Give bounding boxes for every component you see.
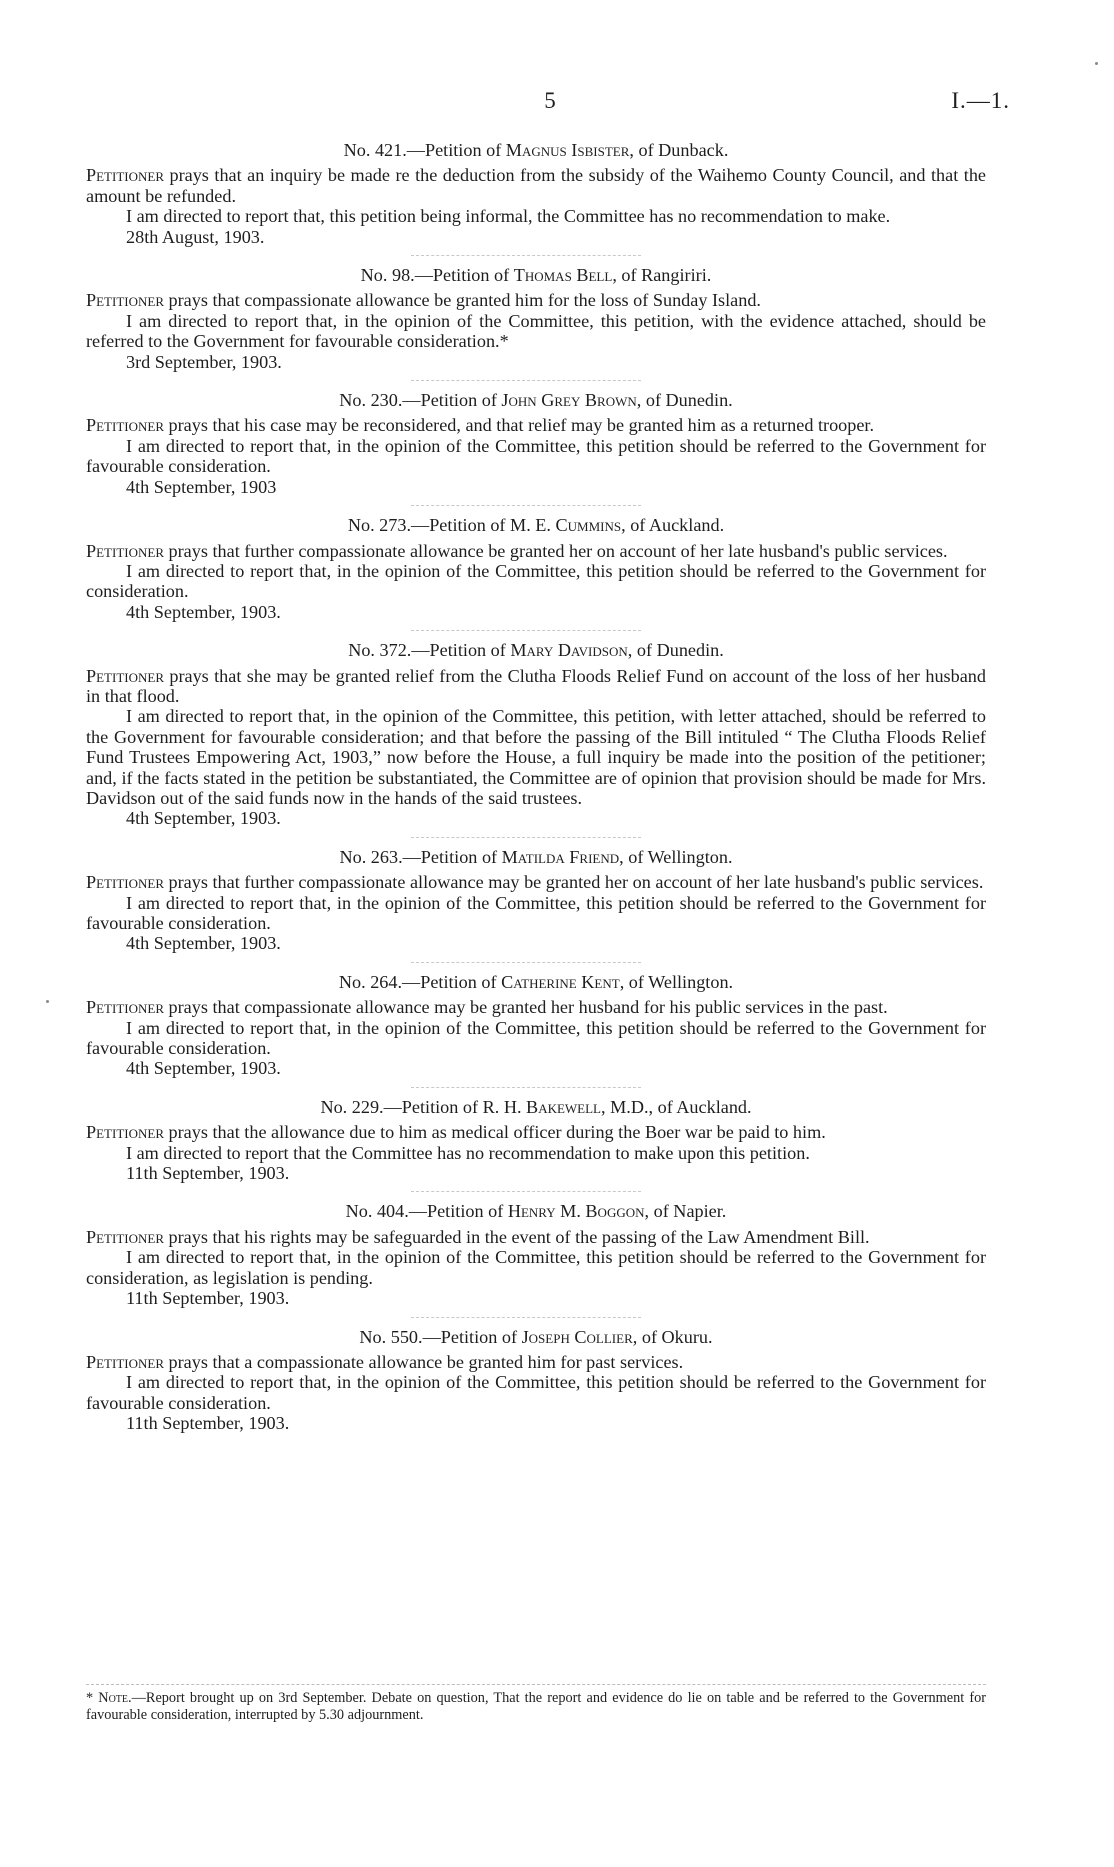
petitioner-name: Henry M. Boggon [507,1201,645,1222]
petition-prayer [86,290,986,310]
petition-heading [86,265,986,285]
petitioner-name: Magnus Isbister [505,140,630,160]
prayer-text: prays that an inquiry be made re the deduction from the subsidy of the Waihemo County Council, and that the amount be refunded. [86,165,986,206]
petition-heading [86,847,986,867]
prayer-text: prays that a compassionate allowance be granted him for past services. [163,1351,684,1372]
committee-report: I am directed to report that, in the opinion of the Committee, this petition should be referred to the Government for favourable consideration. [86,1372,986,1413]
heading-suffix: , of Okuru. [632,1326,713,1347]
petitioner-name: R. H. Bakewell [482,1096,602,1117]
section-separator [411,837,641,838]
petition-entry [86,265,986,381]
footnote-marker: * [86,1690,99,1706]
petition-entry [86,515,986,631]
petitioner-name: M. E. Cummins [510,515,622,536]
petition-prayer [86,1352,986,1372]
report-date: 4th September, 1903. [126,933,281,954]
report-date: 4th September, 1903. [126,808,281,829]
section-separator [411,962,641,963]
heading-suffix: , of Wellington. [619,971,734,992]
heading-suffix: , of Rangiriri. [612,265,712,286]
section-separator [411,380,641,381]
committee-report: I am directed to report that, in the opinion of the Committee, this petition should be referred to the Government for favourable consideration. [86,1017,986,1059]
prayer-text: prays that she may be granted relief from the Clutha Floods Relief Fund on account of the loss of her husband in that flood. [86,665,986,706]
section-separator [411,1317,641,1318]
footnote [86,1690,986,1724]
petitioner-name: Mary Davidson [510,640,628,661]
committee-report: I am directed to report that, in the opinion of the Committee, this petition, with the evidence attached, should be referred to the Government for favourable consideration.* [86,310,986,352]
petitioner-name: Matilda Friend [501,846,620,867]
petitioner-label: Petitioner [86,1226,164,1247]
petition-heading [86,515,986,535]
prayer-text: prays that the allowance due to him as medical officer during the Boer war be paid to him. [163,1122,826,1143]
petitioner-label: Petitioner [86,165,164,186]
report-date: 4th September, 1903. [126,1058,281,1079]
committee-report: I am directed to report that, in the opinion of the Committee, this petition should be referred to the Government for consideration. [86,560,986,602]
page-number: 5 [544,88,556,113]
petition-prayer [86,872,986,892]
footnote-label: Note [98,1690,129,1706]
heading-prefix: No. 404.—Petition of [345,1201,508,1222]
committee-report: I am directed to report that, in the opinion of the Committee, this petition, with letter attached, should be referred to the Government for favourable consideration; and that before the passing of the Bill intituled “ The Clutha Floods Relief Fund Trustees Empowering Act, 1903,” now before the House, a full inquiry be made into the position of the petitioner; and, if the facts stated in the petition be substantiated, the Committee are of opinion that provision should be made for Mrs. Davidson out of the said funds now in the hands of the said trustees. [86,706,986,808]
heading-suffix: , of Dunedin. [636,390,733,411]
report-date: 4th September, 1903. [126,601,281,622]
report-date: 11th September, 1903. [126,1288,290,1309]
petition-prayer [86,165,986,206]
committee-report: I am directed to report that the Committee has no recommendation to make upon this petition. [126,1142,810,1163]
heading-prefix: No. 229.—Petition of [320,1096,483,1117]
petition-entry [86,1327,986,1434]
report-date: 3rd September, 1903. [126,351,282,372]
section-separator [411,1087,641,1088]
petition-entry [86,140,986,256]
petition-heading [86,1097,986,1117]
heading-prefix: No. 372.—Petition of [348,640,511,661]
report-date: 4th September, 1903 [126,476,277,497]
petition-heading [86,1201,986,1221]
petitioner-label: Petitioner [86,540,164,561]
section-separator [411,505,641,506]
footnote-rule [86,1684,986,1685]
petitioner-name: Joseph Collier [521,1326,633,1347]
petitioner-label: Petitioner [86,665,164,686]
committee-report: I am directed to report that, in the opinion of the Committee, this petition should be referred to the Government for favourable consideration. [86,435,986,477]
section-separator [411,630,641,631]
committee-report: I am directed to report that, in the opinion of the Committee, this petition should be referred to the Government for consideration, as legislation is pending. [86,1247,986,1288]
petition-prayer [86,1122,986,1142]
report-date: 11th September, 1903. [126,1413,290,1434]
petition-prayer [86,541,986,561]
committee-report: I am directed to report that, this petition being informal, the Committee has no recommendation to make. [126,206,891,227]
heading-prefix: No. 264.—Petition of [338,971,502,992]
petition-prayer [86,415,986,435]
scan-speck [46,1000,49,1003]
petition-heading [86,972,986,992]
heading-suffix: , of Wellington. [619,846,733,867]
petitioner-name: Thomas Bell [513,265,613,286]
heading-suffix: , of Dunedin. [627,640,724,661]
report-date: 28th August, 1903. [126,226,265,247]
petition-entry [86,972,986,1088]
prayer-text: prays that his case may be reconsidered, and that relief may be granted him as a returned trooper. [163,415,875,436]
petitioner-label: Petitioner [86,1122,164,1143]
petitioner-name: Catherine Kent [501,971,620,992]
heading-suffix: , of Napier. [644,1201,727,1222]
petition-entry [86,847,986,963]
petition-heading [86,1327,986,1347]
petition-heading [86,640,986,660]
petition-prayer [86,666,986,707]
prayer-text: prays that his rights may be safeguarded in the event of the passing of the Law Amendment Bill. [163,1226,870,1247]
petitioner-label: Petitioner [86,290,164,311]
petition-prayer [86,1227,986,1247]
heading-prefix: No. 273.—Petition of [347,515,511,536]
heading-prefix: No. 98.—Petition of [360,265,514,286]
petition-heading [86,140,986,160]
petition-entry [86,640,986,838]
petitions-body [86,140,986,1443]
petitioner-label: Petitioner [86,415,164,436]
petition-entry [86,390,986,506]
document-reference: I.—1. [951,88,1010,113]
committee-report: I am directed to report that, in the opinion of the Committee, this petition should be referred to the Government for favourable consideration. [86,892,986,933]
heading-prefix: No. 230.—Petition of [339,390,502,411]
heading-suffix: , of Auckland. [621,515,725,536]
petitioner-label: Petitioner [86,872,164,893]
heading-prefix: No. 550.—Petition of [359,1326,522,1347]
heading-suffix: , of Dunback. [629,140,729,160]
petition-entry [86,1201,986,1317]
footnote-text: .—Report brought up on 3rd September. Debate on question, That the report and evidence do lie on table and be referred to the Government for favourable consideration, interrupted by 5.30 adjournment. [86,1690,986,1723]
heading-prefix: No. 421.—Petition of [343,140,506,160]
scan-speck [1095,62,1098,65]
section-separator [411,255,641,256]
petition-entry [86,1097,986,1193]
report-date: 11th September, 1903. [126,1163,290,1184]
petitioner-label: Petitioner [86,1351,164,1372]
petition-heading [86,390,986,410]
petitioner-label: Petitioner [86,997,164,1018]
prayer-text: prays that further compassionate allowance may be granted her on account of her late husband's public services. [163,872,984,893]
prayer-text: prays that compassionate allowance be granted him for the loss of Sunday Island. [163,290,761,311]
prayer-text: prays that further compassionate allowance be granted her on account of her late husband's public services. [163,540,948,561]
petition-prayer [86,997,986,1017]
section-separator [411,1191,641,1192]
heading-prefix: No. 263.—Petition of [339,846,502,867]
prayer-text: prays that compassionate allowance may be granted her husband for his public services in the past. [163,997,888,1018]
heading-suffix: , M.D., of Auckland. [601,1096,752,1117]
petitioner-name: John Grey Brown [501,390,637,411]
